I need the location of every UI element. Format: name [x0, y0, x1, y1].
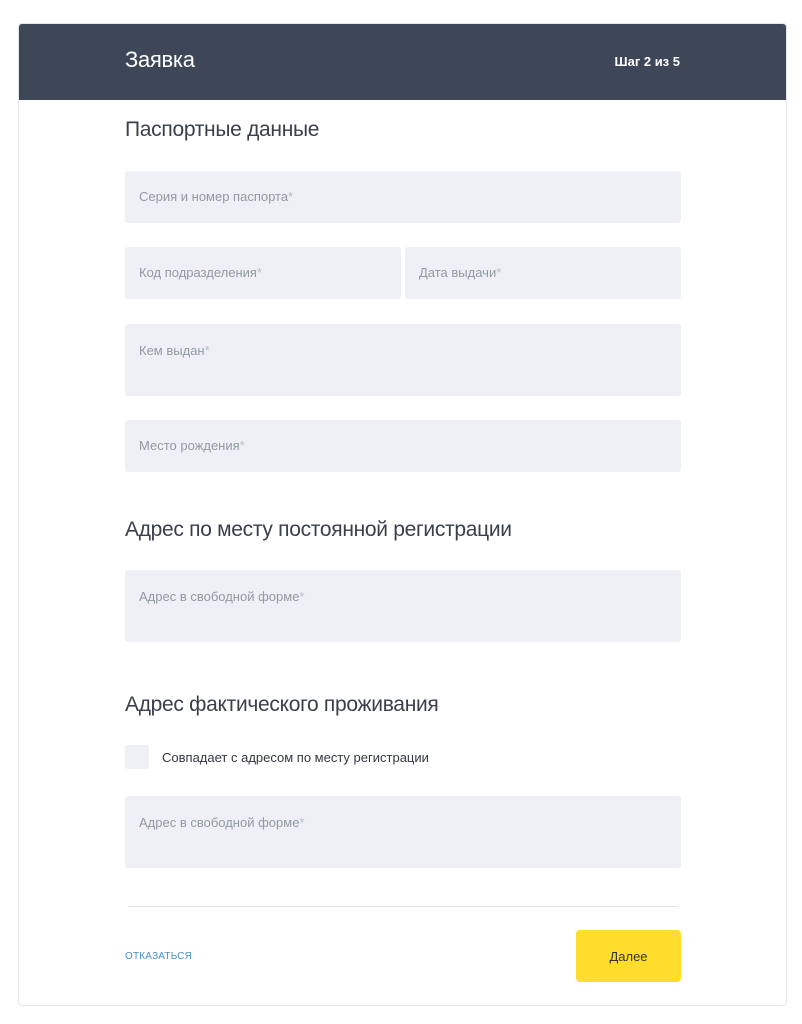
- actual-address-field[interactable]: [125, 796, 681, 868]
- issue-date-field[interactable]: [405, 247, 681, 299]
- issued-by-field[interactable]: [125, 324, 681, 396]
- application-card: [18, 23, 787, 1006]
- header-bar: [19, 24, 786, 100]
- birth-place-field[interactable]: [125, 420, 681, 472]
- cancel-link[interactable]: ОТКАЗАТЬСЯ: [125, 951, 193, 962]
- step-indicator: Шаг 2 из 5: [614, 54, 680, 69]
- registration-address-section-title: Адрес по месту постоянной регистрации: [125, 518, 512, 541]
- department-code-field[interactable]: [125, 247, 401, 299]
- next-button[interactable]: Далее: [576, 930, 681, 982]
- birth-place-label: Место рождения*: [139, 438, 245, 453]
- department-code-label: Код подразделения*: [139, 265, 263, 280]
- same-address-checkbox-label[interactable]: Совпадает с адресом по месту регистрации: [162, 750, 429, 765]
- passport-series-number-field[interactable]: [125, 171, 681, 223]
- page-title: Заявка: [125, 47, 195, 72]
- issue-date-label: Дата выдачи*: [419, 265, 502, 280]
- same-address-checkbox[interactable]: [125, 745, 149, 769]
- footer-divider: [128, 906, 678, 907]
- issued-by-label: Кем выдан*: [139, 343, 210, 358]
- passport-series-number-label: Серия и номер паспорта*: [139, 189, 294, 204]
- passport-section-title: Паспортные данные: [125, 118, 320, 141]
- actual-address-section-title: Адрес фактического проживания: [125, 693, 439, 716]
- registration-address-label: Адрес в свободной форме*: [139, 589, 305, 604]
- actual-address-label: Адрес в свободной форме*: [139, 815, 305, 830]
- registration-address-field[interactable]: [125, 570, 681, 642]
